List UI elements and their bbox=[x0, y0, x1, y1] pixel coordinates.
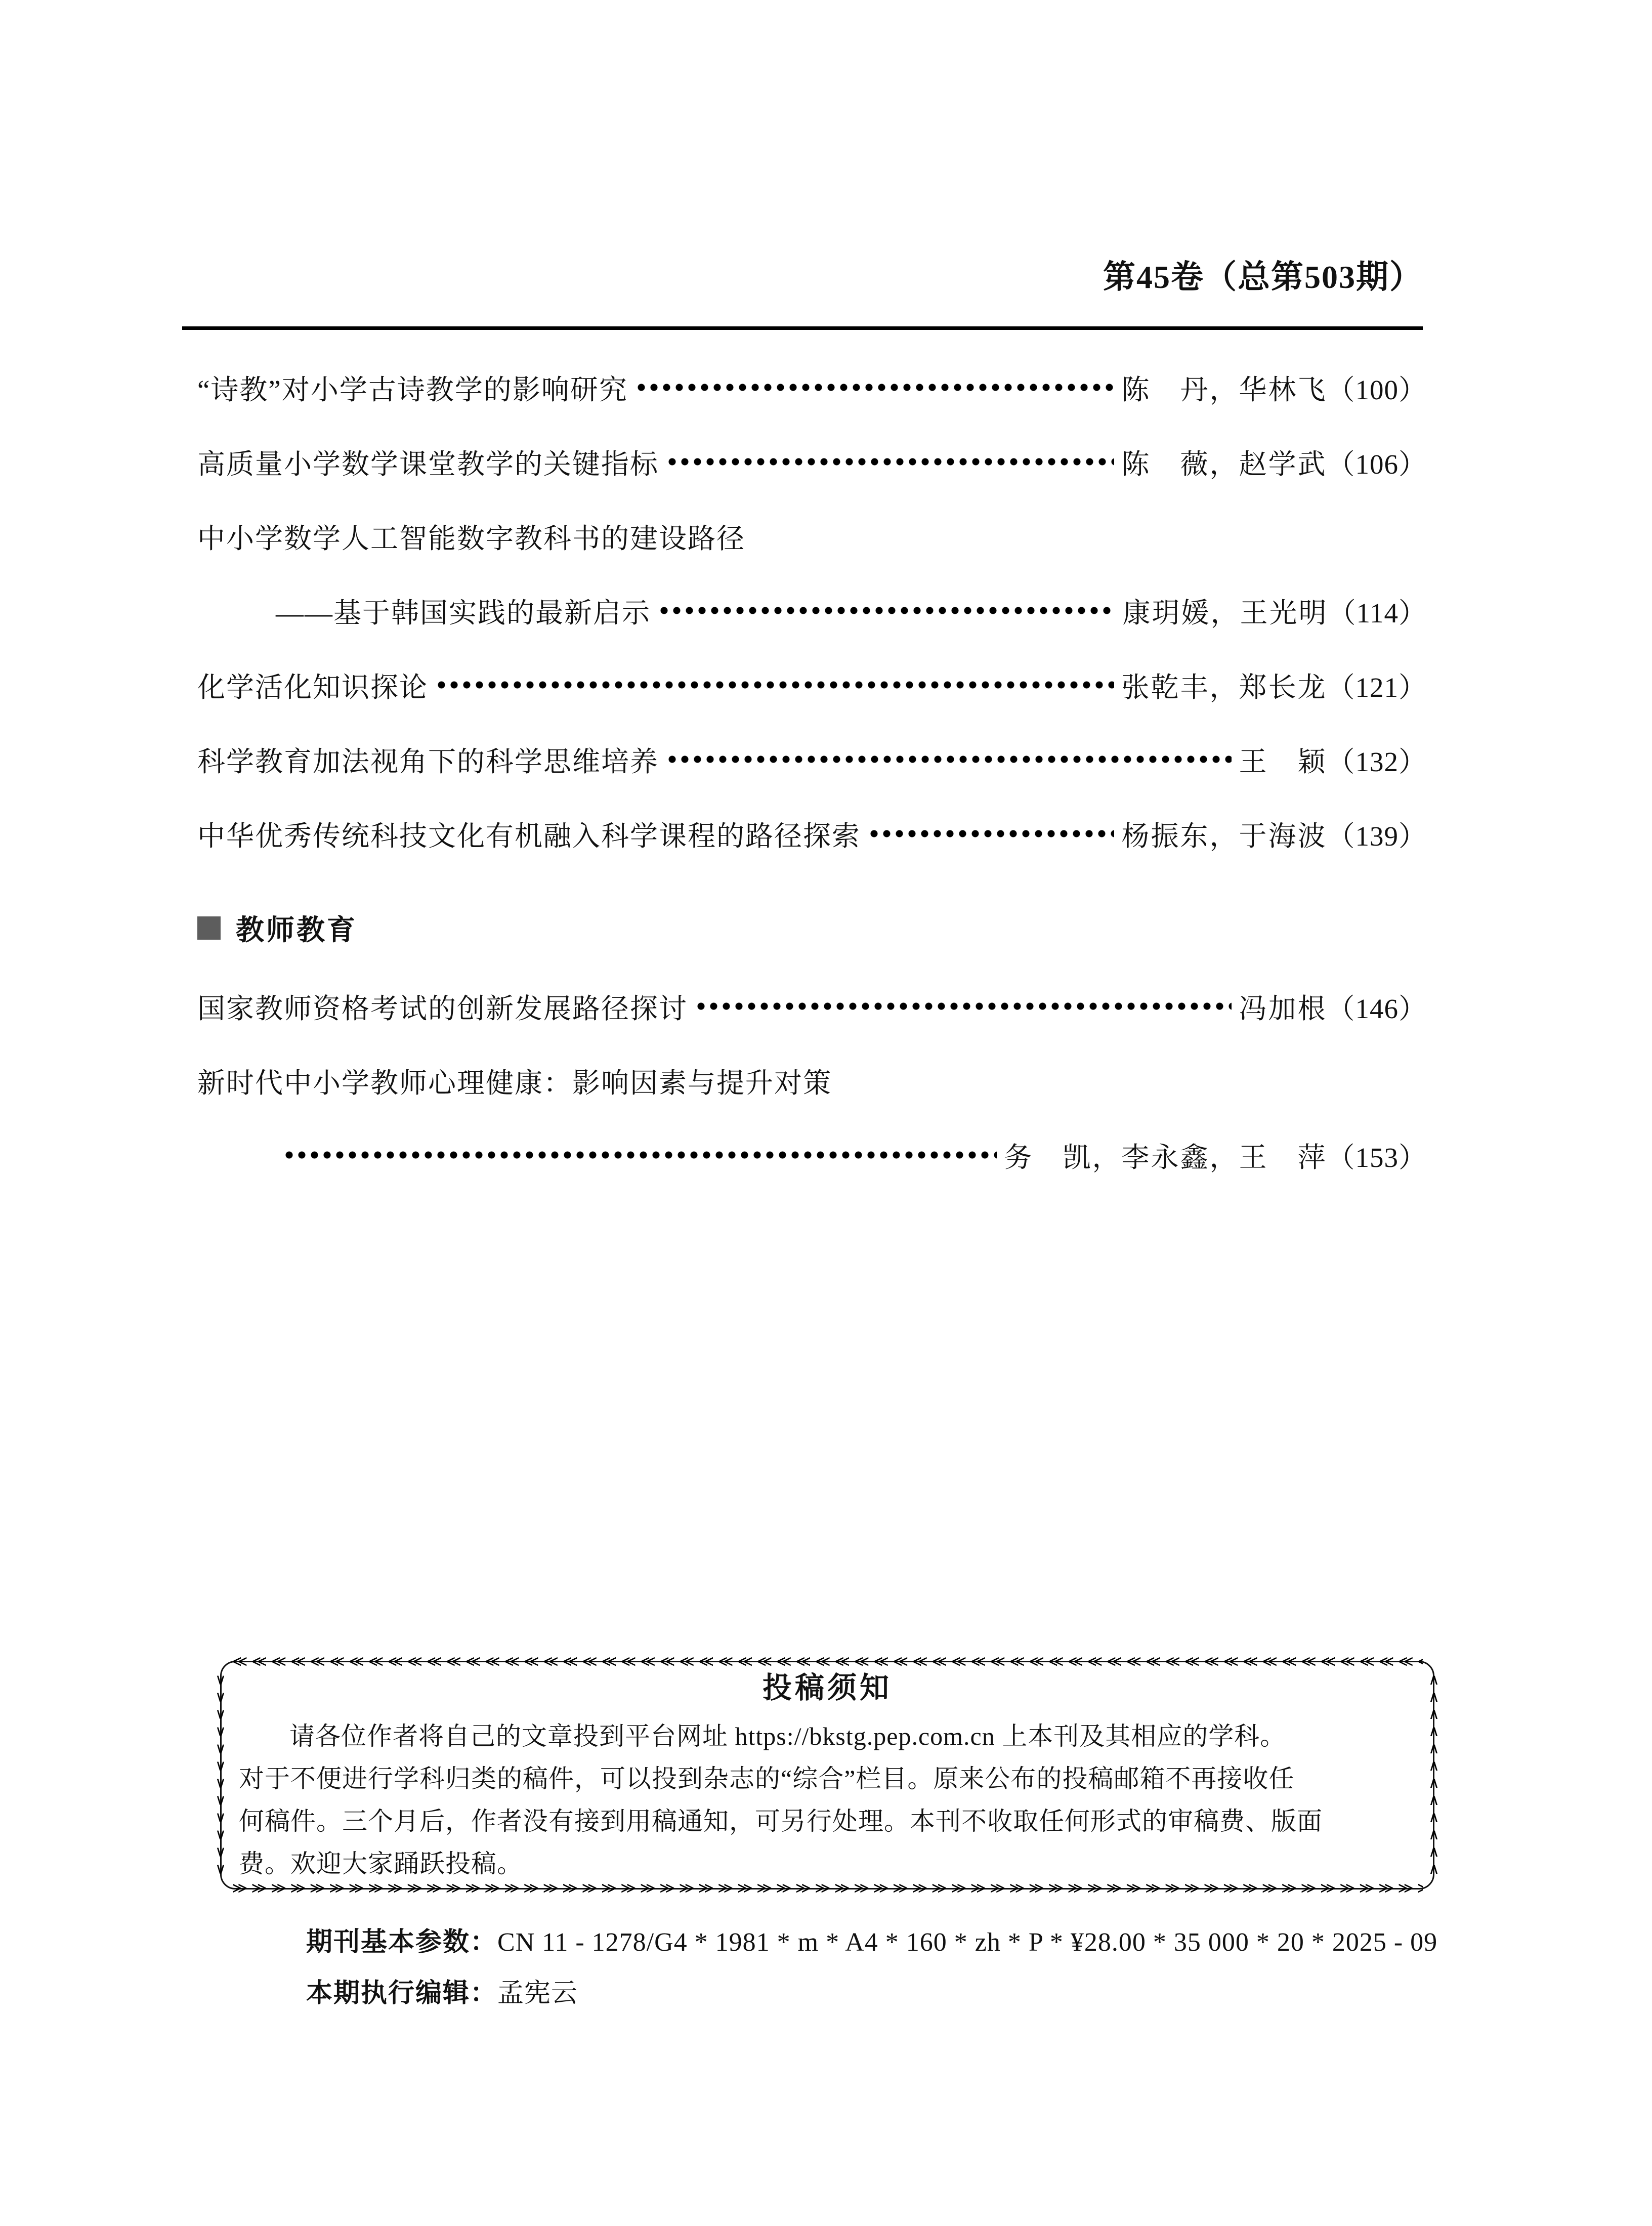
dot-leader bbox=[435, 648, 1114, 722]
journal-params-line bbox=[306, 1923, 1520, 1962]
notice-line: 请各位作者将自己的文章投到平台网址 https://bkstg.pep.com.cn 上本刊及其相应的学科。 bbox=[289, 1722, 1286, 1750]
article-title: 高质量小学数学课堂教学的关键指标 bbox=[197, 449, 659, 480]
notice-body bbox=[239, 1715, 1416, 1885]
article-subtitle: ——基于韩国实践的最新启示 bbox=[276, 598, 651, 628]
toc-row bbox=[197, 573, 1427, 648]
article-authors: 冯加根 bbox=[1239, 993, 1327, 1024]
section-header-teacher-education bbox=[197, 891, 1427, 965]
dot-leader bbox=[666, 425, 1114, 499]
article-page: （100） bbox=[1327, 374, 1427, 405]
header-rule bbox=[182, 326, 1423, 330]
article-title: 中华优秀传统科技文化有机融入科学课程的路径探索 bbox=[197, 821, 861, 852]
article-page: （114） bbox=[1328, 598, 1427, 628]
colophon bbox=[306, 1923, 1520, 2013]
executive-editor-value: 孟宪云 bbox=[497, 1979, 578, 2008]
section-title: 教师教育 bbox=[236, 913, 357, 946]
article-title: 新时代中小学教师心理健康：影响因素与提升对策 bbox=[197, 1068, 832, 1099]
executive-editor-line bbox=[306, 1974, 1520, 2013]
article-authors: 杨振东，于海波 bbox=[1121, 821, 1327, 852]
article-page: （146） bbox=[1327, 993, 1427, 1024]
article-title: 化学活化知识探论 bbox=[197, 672, 429, 703]
toc-row bbox=[197, 969, 1427, 1043]
volume-issue-header: 第45卷（总第503期） bbox=[1103, 259, 1423, 295]
journal-params-value: CN 11 - 1278/G4 * 1981 * m * A4 * 160 * zh * P * ¥28.00 * 35 000 * 20 * 2025 - 09 bbox=[497, 1928, 1438, 1957]
article-page: （139） bbox=[1327, 821, 1427, 852]
section-marker-square bbox=[197, 916, 221, 940]
notice-line: 费。欢迎大家踊跃投稿。 bbox=[239, 1850, 523, 1878]
article-title: “诗教”对小学古诗教学的影响研究 bbox=[197, 374, 628, 405]
dot-leader bbox=[868, 796, 1114, 871]
article-title: 国家教师资格考试的创新发展路径探讨 bbox=[197, 993, 688, 1024]
dot-leader bbox=[695, 969, 1232, 1043]
article-page: （121） bbox=[1327, 672, 1427, 703]
article-page: （153） bbox=[1327, 1142, 1427, 1173]
dot-leader bbox=[666, 722, 1232, 796]
article-authors: 张乾丰，郑长龙 bbox=[1121, 672, 1327, 703]
toc-row bbox=[197, 796, 1427, 871]
toc-row bbox=[197, 648, 1427, 722]
dot-leader bbox=[635, 350, 1115, 425]
toc-row bbox=[197, 722, 1427, 796]
article-title: 科学教育加法视角下的科学思维培养 bbox=[197, 746, 659, 777]
journal-params-label: 期刊基本参数： bbox=[306, 1927, 498, 1957]
notice-border-top bbox=[232, 1653, 1423, 1671]
article-title: 中小学数学人工智能数字教科书的建设路径 bbox=[197, 523, 746, 554]
article-authors: 陈 丹，华林飞 bbox=[1121, 374, 1327, 405]
submission-notice-box bbox=[220, 1661, 1434, 1889]
toc-row bbox=[197, 350, 1427, 425]
toc-row bbox=[197, 425, 1427, 499]
notice-title: 投稿须知 bbox=[762, 1671, 892, 1704]
article-authors: 陈 薇，赵学武 bbox=[1121, 449, 1327, 480]
article-authors: 务 凯，李永鑫，王 萍 bbox=[1004, 1142, 1327, 1173]
article-authors: 康玥媛，王光明 bbox=[1122, 598, 1328, 628]
executive-editor-label: 本期执行编辑： bbox=[306, 1979, 498, 2008]
dot-leader bbox=[283, 1118, 997, 1192]
notice-line: 何稿件。三个月后，作者没有接到用稿通知，可另行处理。本刊不收取任何形式的审稿费、版面 bbox=[239, 1807, 1323, 1835]
article-authors: 王 颖 bbox=[1239, 746, 1327, 777]
toc-row bbox=[197, 1043, 1427, 1118]
notice-line: 对于不便进行学科归类的稿件，可以投到杂志的“综合”栏目。原来公布的投稿邮箱不再接收任 bbox=[239, 1765, 1295, 1793]
toc-row bbox=[197, 1118, 1427, 1192]
dot-leader bbox=[658, 573, 1116, 648]
toc-list bbox=[197, 350, 1427, 1192]
article-page: （132） bbox=[1327, 746, 1427, 777]
toc-row bbox=[197, 499, 1427, 573]
article-page: （106） bbox=[1327, 449, 1427, 480]
